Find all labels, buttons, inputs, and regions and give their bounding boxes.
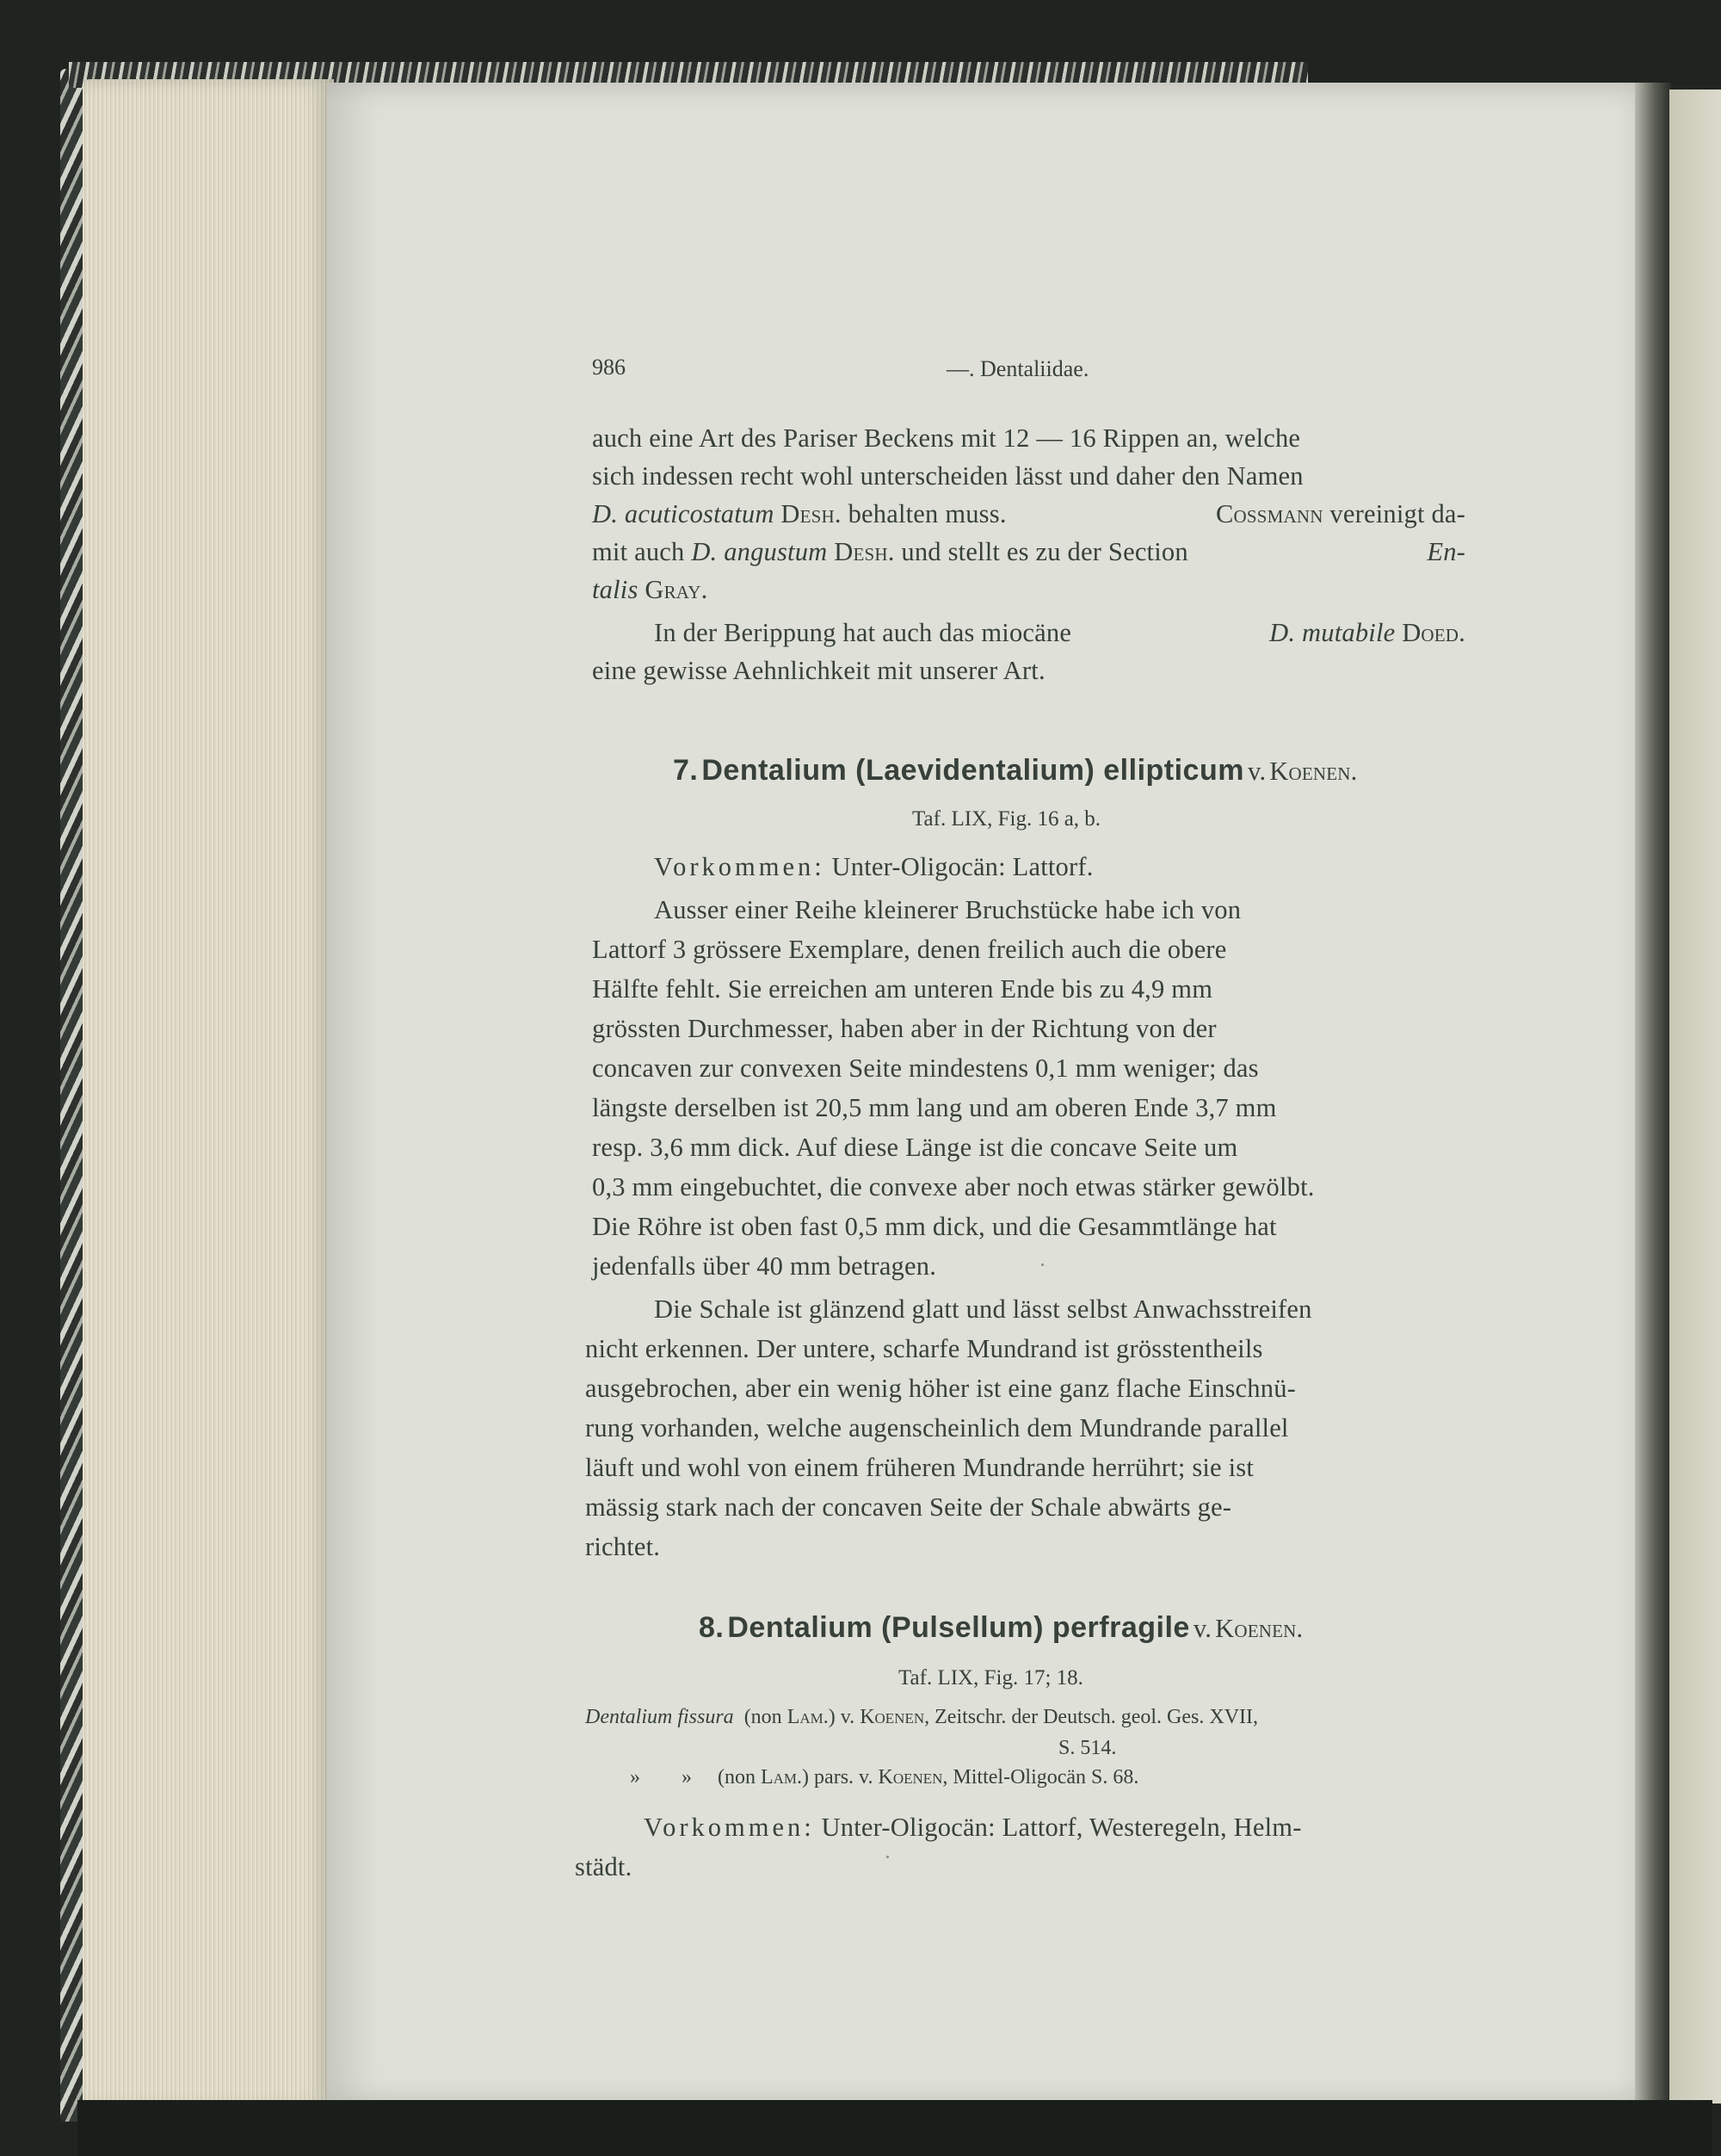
background-bottom [77,2100,1712,2156]
print-speck [1041,1263,1044,1266]
species7-p1-line9: Die Röhre ist oben fast 0,5 mm dick, und die Gesammtlänge hat [592,1212,1277,1241]
book-gutter [1635,83,1671,2105]
print-speck [886,1856,889,1858]
species7-occurrence: Vorkommen: Unter-Oligocän: Lattorf. [654,852,1094,881]
para1-line4: mit auch D. angustum Desh. und stellt es zu der Section En- [592,537,1465,566]
para2-line1: In der Berippung hat auch das miocäne D. mutabile Doed. [654,618,1465,647]
species7-p2-line4: rung vorhanden, welche augenscheinlich dem Mundrande parallel [585,1413,1289,1442]
species7-p2-line7: richtet. [585,1532,661,1561]
species7-p2-line3: ausgebrochen, aber ein wenig höher ist eine ganz flache Einschnü- [585,1374,1297,1403]
page-number: 986 [592,355,626,380]
species8-occurrence: Vorkommen: Unter-Oligocän: Lattorf, Westeregeln, Helm- [644,1813,1302,1842]
species8-synonym1-page: S. 514. [1058,1737,1117,1759]
para1-line1: auch eine Art des Pariser Beckens mit 12 — 16 Rippen an, welche [592,423,1301,453]
running-title: —. Dentaliidae. [947,356,1089,381]
species7-p1-line1: Ausser einer Reihe kleinerer Bruchstücke habe ich von [654,895,1242,924]
page-stack [83,79,334,2109]
species8-occurrence-line2: städt. [575,1852,632,1881]
para1-line3: D. acuticostatum Desh. behalten muss. Cossmann vereinigt da- [592,499,1465,528]
para1-line5: talis Gray. [592,575,708,604]
species7-p1-line10: jedenfalls über 40 mm betragen. [592,1251,937,1281]
species8-plate: Taf. LIX, Fig. 17; 18. [898,1666,1083,1690]
para2-line2: eine gewisse Aehnlichkeit mit unserer Art. [592,656,1046,685]
species8-synonym2: » » (non Lam.) pars. v. Koenen, Mittel-Oligocän S. 68. [630,1766,1139,1788]
species7-p1-line3: Hälfte fehlt. Sie erreichen am unteren Ende bis zu 4,9 mm [592,974,1213,1004]
species7-p1-line2: Lattorf 3 grössere Exemplare, denen freilich auch die obere [592,935,1227,964]
species7-p2-line1: Die Schale ist glänzend glatt und lässt selbst Anwachsstreifen [654,1294,1312,1324]
species8-heading: 8. Dentalium (Pulsellum) perfragile v. Koenen. [699,1611,1304,1644]
species7-p1-line6: längste derselben ist 20,5 mm lang und am oberen Ende 3,7 mm [592,1093,1277,1122]
para1-line2: sich indessen recht wohl unterscheiden lässt und daher den Namen [592,461,1304,491]
species8-synonym1: Dentalium fissura (non Lam.) v. Koenen, Zeitschr. der Deutsch. geol. Ges. XVII, [585,1706,1259,1728]
species7-p1-line8: 0,3 mm eingebuchtet, die convexe aber noch etwas stärker gewölbt. [592,1172,1315,1202]
species7-p2-line2: nicht erkennen. Der untere, scharfe Mundrand ist grösstentheils [585,1334,1263,1363]
species7-p1-line5: concaven zur convexen Seite mindestens 0,1 mm weniger; das [592,1053,1259,1083]
species7-p1-line7: resp. 3,6 mm dick. Auf diese Länge ist die concave Seite um [592,1133,1238,1162]
species7-p2-line5: läuft und wohl von einem früheren Mundrande herrührt; sie ist [585,1453,1255,1482]
species7-p1-line4: grössten Durchmesser, haben aber in der Richtung von der [592,1014,1217,1043]
species7-heading: 7. Dentalium (Laevidentalium) ellipticum v. Koenen. [673,754,1358,787]
facing-page-edge [1669,90,1721,2103]
species7-p2-line6: mässig stark nach der concaven Seite der Schale abwärts ge- [585,1492,1232,1522]
species7-plate: Taf. LIX, Fig. 16 a, b. [912,807,1101,831]
